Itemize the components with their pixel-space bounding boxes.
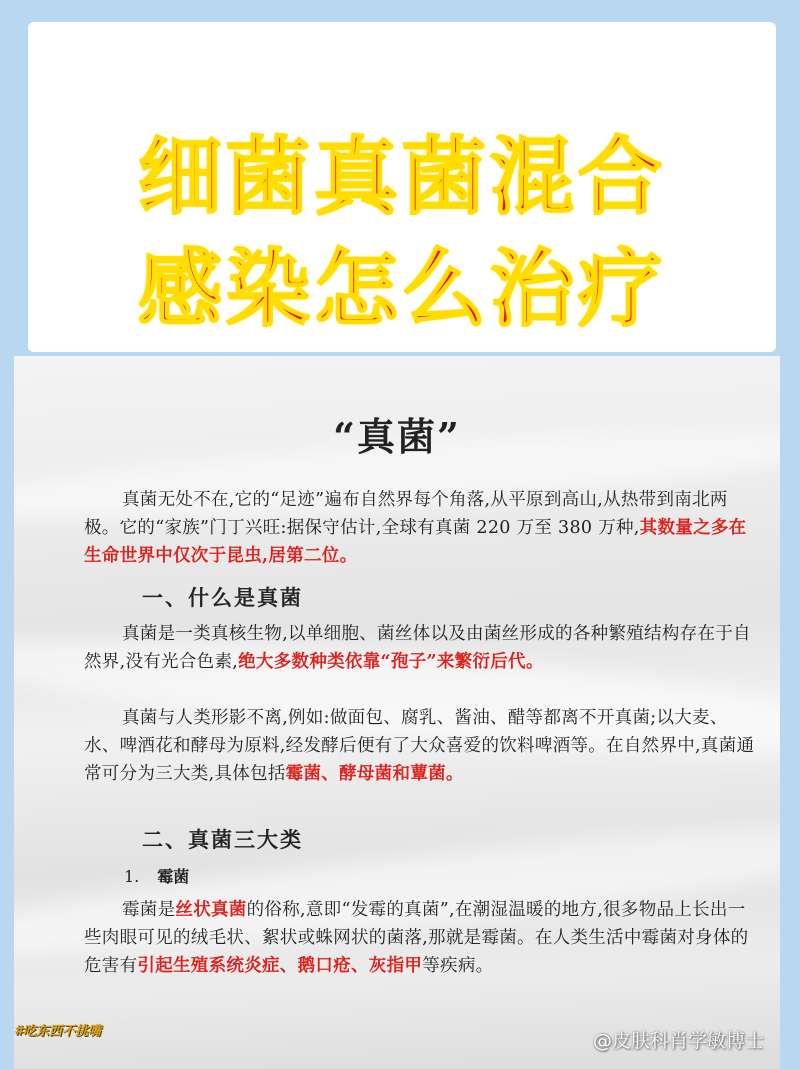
highlight-text: 引起生殖系统炎症、鹅口疮、灰指甲: [137, 956, 423, 976]
title-line-2: 感染怎么治疗: [137, 240, 666, 338]
section-heading-1: 一、什么是真菌: [142, 585, 303, 610]
author-watermark: @皮肤科肖学敏博士: [592, 1030, 764, 1052]
subsection-number: 1.: [124, 867, 140, 886]
title-line-1: 细菌真菌混合: [137, 128, 666, 226]
paragraph-intro: [84, 486, 756, 570]
highlight-text: 其数量之多在生命世界中仅次于昆虫,居第二位。: [84, 518, 747, 566]
title-card: [28, 22, 776, 352]
highlight-text: 绝大多数种类依靠“孢子”来繁衍后代。: [238, 652, 544, 672]
paragraph-text: 霉菌是: [122, 900, 176, 920]
subsection-heading: [124, 864, 189, 887]
highlight-text: 霉菌、酵母菌和蕈菌。: [285, 764, 464, 784]
section-heading-2: 二、真菌三大类: [142, 827, 303, 852]
paragraph-text: 的俗称,意即“发霉的真菌”,在潮湿温暖的地方,很多物品上长出一些肉眼可见的绒毛状、絮状或蛛网状的菌落,那就是霉菌。在人类生活中霉菌对身体的危害有: [84, 900, 749, 976]
document-heading: “真菌”: [333, 414, 461, 459]
subsection-title: 霉菌: [157, 867, 190, 886]
paragraph-text: 真菌无处不在,它的“足迹”遍布自然界每个角落,从平原到高山,从热带到南北两极。它的“家族”门丁兴旺:据保守估计,全球有真菌 220 万至 380 万种,: [84, 490, 728, 538]
paragraph-examples: [84, 704, 756, 788]
hashtag-watermark: #吃东西不挑嘴: [14, 1024, 102, 1039]
paragraph-text: 等疾病。: [422, 956, 494, 976]
paragraph-text: 真菌是一类真核生物,以单细胞、菌丝体以及由菌丝形成的各种繁殖结构存在于自然界,没有光合色素,: [84, 624, 751, 672]
document-page: [14, 356, 780, 1069]
paragraph-mold: [84, 896, 756, 980]
highlight-text: 丝状真菌: [175, 900, 247, 920]
paragraph-definition: [84, 620, 756, 676]
paragraph-text: 真菌与人类形影不离,例如:做面包、腐乳、酱油、醋等都离不开真菌;以大麦、水、啤酒花和酵母为原料,经发酵后便有了大众喜爱的饮料啤酒等。在自然界中,真菌通常可分为三大类,具体包括: [84, 708, 755, 784]
